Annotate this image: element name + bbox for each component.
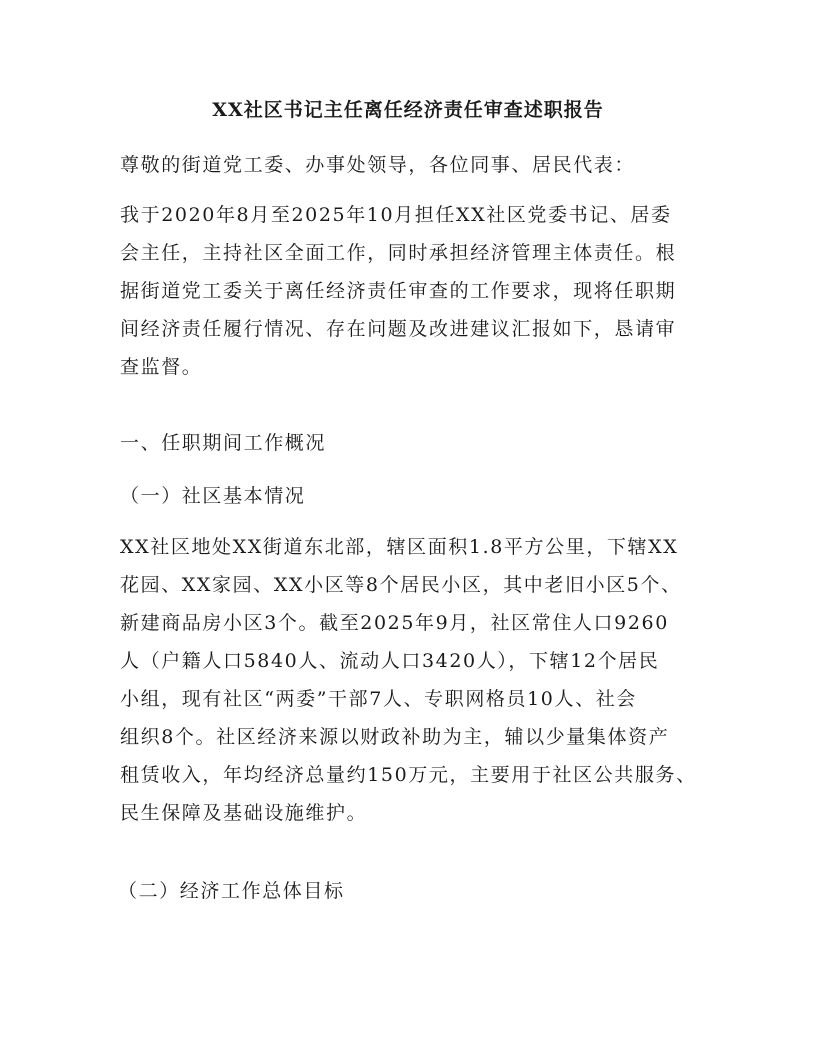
intro-line: 我于2020年8月至2025年10月担任XX社区党委书记、居委	[120, 204, 672, 226]
intro-paragraph	[120, 196, 720, 386]
basic-info-line: 花园、XX家园、XX小区等8个居民小区，其中老旧小区5个、	[120, 574, 682, 596]
document-title: XX社区书记主任离任经济责任审查述职报告	[212, 99, 604, 121]
basic-info-line: XX社区地处XX街道东北部，辖区面积1.8平方公里，下辖XX	[120, 536, 679, 558]
intro-line: 会主任，主持社区全面工作，同时承担经济管理主体责任。根	[120, 242, 677, 264]
basic-info-line: 民生保障及基础设施维护。	[120, 802, 368, 824]
intro-line: 查监督。	[120, 356, 203, 378]
basic-info-paragraph	[120, 528, 720, 832]
basic-info-line: 新建商品房小区3个。截至2025年9月，社区常住人口9260	[120, 612, 669, 634]
subsection-heading-basic-info: （一）社区基本情况	[120, 485, 306, 507]
intro-line: 据街道党工委关于离任经济责任审查的工作要求，现将任职期	[120, 280, 677, 302]
section-heading-work-overview: 一、任职期间工作概况	[120, 432, 327, 454]
basic-info-line: 租赁收入，年均经济总量约150万元，主要用于社区公共服务、	[120, 764, 697, 786]
intro-line: 间经济责任履行情况、存在问题及改进建议汇报如下，恳请审	[120, 318, 677, 340]
basic-info-line: 人（户籍人口5840人、流动人口3420人），下辖12个居民	[120, 650, 660, 672]
basic-info-line: 组织8个。社区经济来源以财政补助为主，辅以少量集体资产	[120, 726, 670, 748]
greeting-paragraph: 尊敬的街道党工委、办事处领导，各位同事、居民代表：	[120, 154, 636, 176]
subsection-heading-economic-goals: （二）经济工作总体目标	[118, 880, 345, 902]
basic-info-line: 小组，现有社区“两委”干部7人、专职网格员10人、社会	[120, 688, 637, 710]
